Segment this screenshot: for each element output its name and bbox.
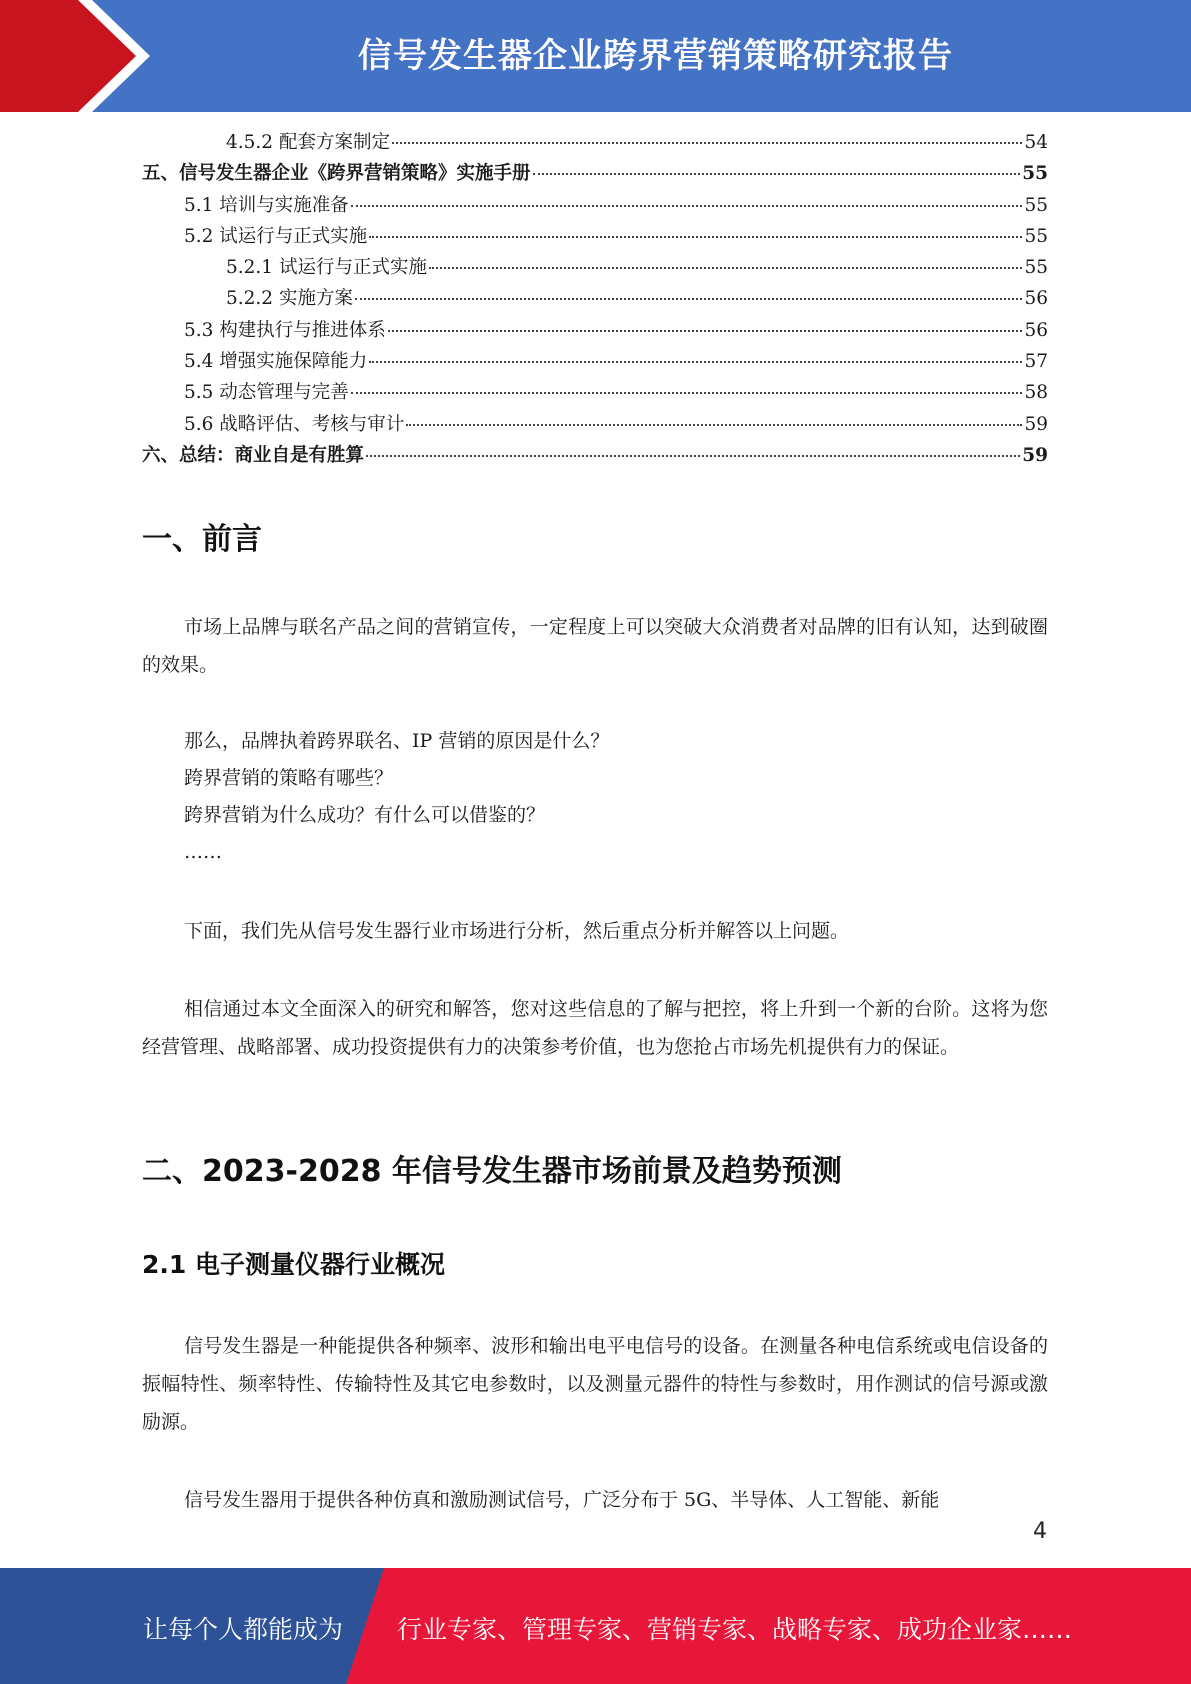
question-line: 跨界营销为什么成功？有什么可以借鉴的？: [184, 804, 546, 826]
header-chevron-icon: [0, 0, 160, 112]
table-of-contents: [142, 128, 1048, 472]
toc-dot-leader: [366, 454, 1020, 457]
paragraph: 下面，我们先从信号发生器行业市场进行分析，然后重点分析并解答以上问题。: [184, 920, 850, 942]
footer-slogan-left: 让每个人都能成为: [143, 1615, 344, 1644]
footer-band: [0, 1568, 1191, 1684]
question-line: 那么，品牌执着跨界联名、IP 营销的原因是什么？: [184, 730, 610, 752]
toc-entry-page: 55: [1024, 194, 1048, 216]
toc-dot-leader: [429, 266, 1022, 269]
toc-dot-leader: [406, 423, 1022, 426]
toc-entry-page: 56: [1024, 319, 1048, 341]
paragraph: 市场上品牌与联名产品之间的营销宣传，一定程度上可以突破大众消费者对品牌的旧有认知，达到破圈的效果。: [142, 616, 1048, 676]
toc-entry[interactable]: [142, 441, 1048, 472]
toc-entry-label: 5.4 增强实施保障能力: [184, 351, 368, 373]
toc-entry-page: 59: [1024, 413, 1048, 435]
paragraph: 信号发生器是一种能提供各种频率、波形和输出电平电信号的设备。在测量各种电信系统或电信设备的振幅特性、频率特性、传输特性及其它电参数时，以及测量元器件的特性与参数时，用作测试的信号源或激励源。: [142, 1335, 1048, 1433]
toc-entry-page: 57: [1024, 351, 1048, 373]
toc-entry-label: 5.2 试运行与正式实施: [184, 225, 368, 247]
header-band: [0, 0, 1191, 112]
toc-entry-page: 58: [1024, 382, 1048, 404]
toc-entry[interactable]: [142, 191, 1048, 222]
paragraph: 信号发生器用于提供各种仿真和激励测试信号，广泛分布于 5G、半导体、人工智能、新能: [184, 1489, 940, 1511]
page-number: 4: [1033, 1519, 1047, 1544]
toc-entry-page: 55: [1024, 257, 1048, 279]
footer-slogan-right: 行业专家、管理专家、营销专家、战略专家、成功企业家……: [397, 1615, 1073, 1644]
ellipsis-line: ……: [184, 841, 222, 863]
toc-entry-label: 五、信号发生器企业《跨界营销策略》实施手册: [142, 163, 531, 185]
section-heading-market-outlook: 二、2023-2028 年信号发生器市场前景及趋势预测: [142, 1154, 842, 1189]
toc-dot-leader: [388, 329, 1023, 332]
toc-entry[interactable]: [142, 347, 1048, 378]
question-list: [184, 723, 1044, 871]
toc-entry-page: 59: [1022, 444, 1048, 466]
toc-entry-page: 55: [1022, 163, 1048, 185]
toc-entry[interactable]: [142, 253, 1048, 284]
subsection-heading: 2.1 电子测量仪器行业概况: [142, 1250, 445, 1279]
toc-entry[interactable]: [142, 378, 1048, 409]
toc-entry[interactable]: [142, 128, 1048, 159]
paragraph: 相信通过本文全面深入的研究和解答，您对这些信息的了解与把控，将上升到一个新的台阶。这将为您经营管理、战略部署、成功投资提供有力的决策参考价值，也为您抢占市场先机提供有力的保证。: [142, 998, 1048, 1058]
toc-entry-label: 4.5.2 配套方案制定: [226, 132, 390, 153]
toc-dot-leader: [533, 172, 1021, 175]
toc-entry[interactable]: [142, 159, 1048, 190]
toc-entry-page: 54: [1024, 132, 1048, 153]
toc-dot-leader: [351, 391, 1023, 394]
toc-entry-label: 5.2.1 试运行与正式实施: [226, 257, 427, 279]
toc-entry[interactable]: [142, 316, 1048, 347]
toc-entry-label: 5.5 动态管理与完善: [184, 382, 349, 404]
toc-entry[interactable]: [142, 284, 1048, 315]
toc-entry[interactable]: [142, 222, 1048, 253]
section-heading-preface: 一、前言: [142, 522, 262, 557]
toc-entry-label: 5.1 培训与实施准备: [184, 194, 349, 216]
toc-dot-leader: [369, 235, 1022, 238]
toc-dot-leader: [355, 297, 1023, 300]
toc-dot-leader: [392, 141, 1022, 144]
toc-entry-label: 六、总结：商业自是有胜算: [142, 444, 365, 466]
toc-entry-page: 56: [1024, 288, 1048, 310]
toc-entry-page: 55: [1024, 225, 1048, 247]
toc-dot-leader: [351, 204, 1023, 207]
question-line: 跨界营销的策略有哪些？: [184, 767, 394, 789]
toc-entry[interactable]: [142, 410, 1048, 441]
toc-dot-leader: [369, 360, 1022, 363]
toc-entry-label: 5.2.2 实施方案: [226, 288, 353, 310]
toc-entry-label: 5.3 构建执行与推进体系: [184, 319, 386, 341]
toc-entry-label: 5.6 战略评估、考核与审计: [184, 413, 405, 435]
document-title: 信号发生器企业跨界营销策略研究报告: [358, 36, 953, 76]
